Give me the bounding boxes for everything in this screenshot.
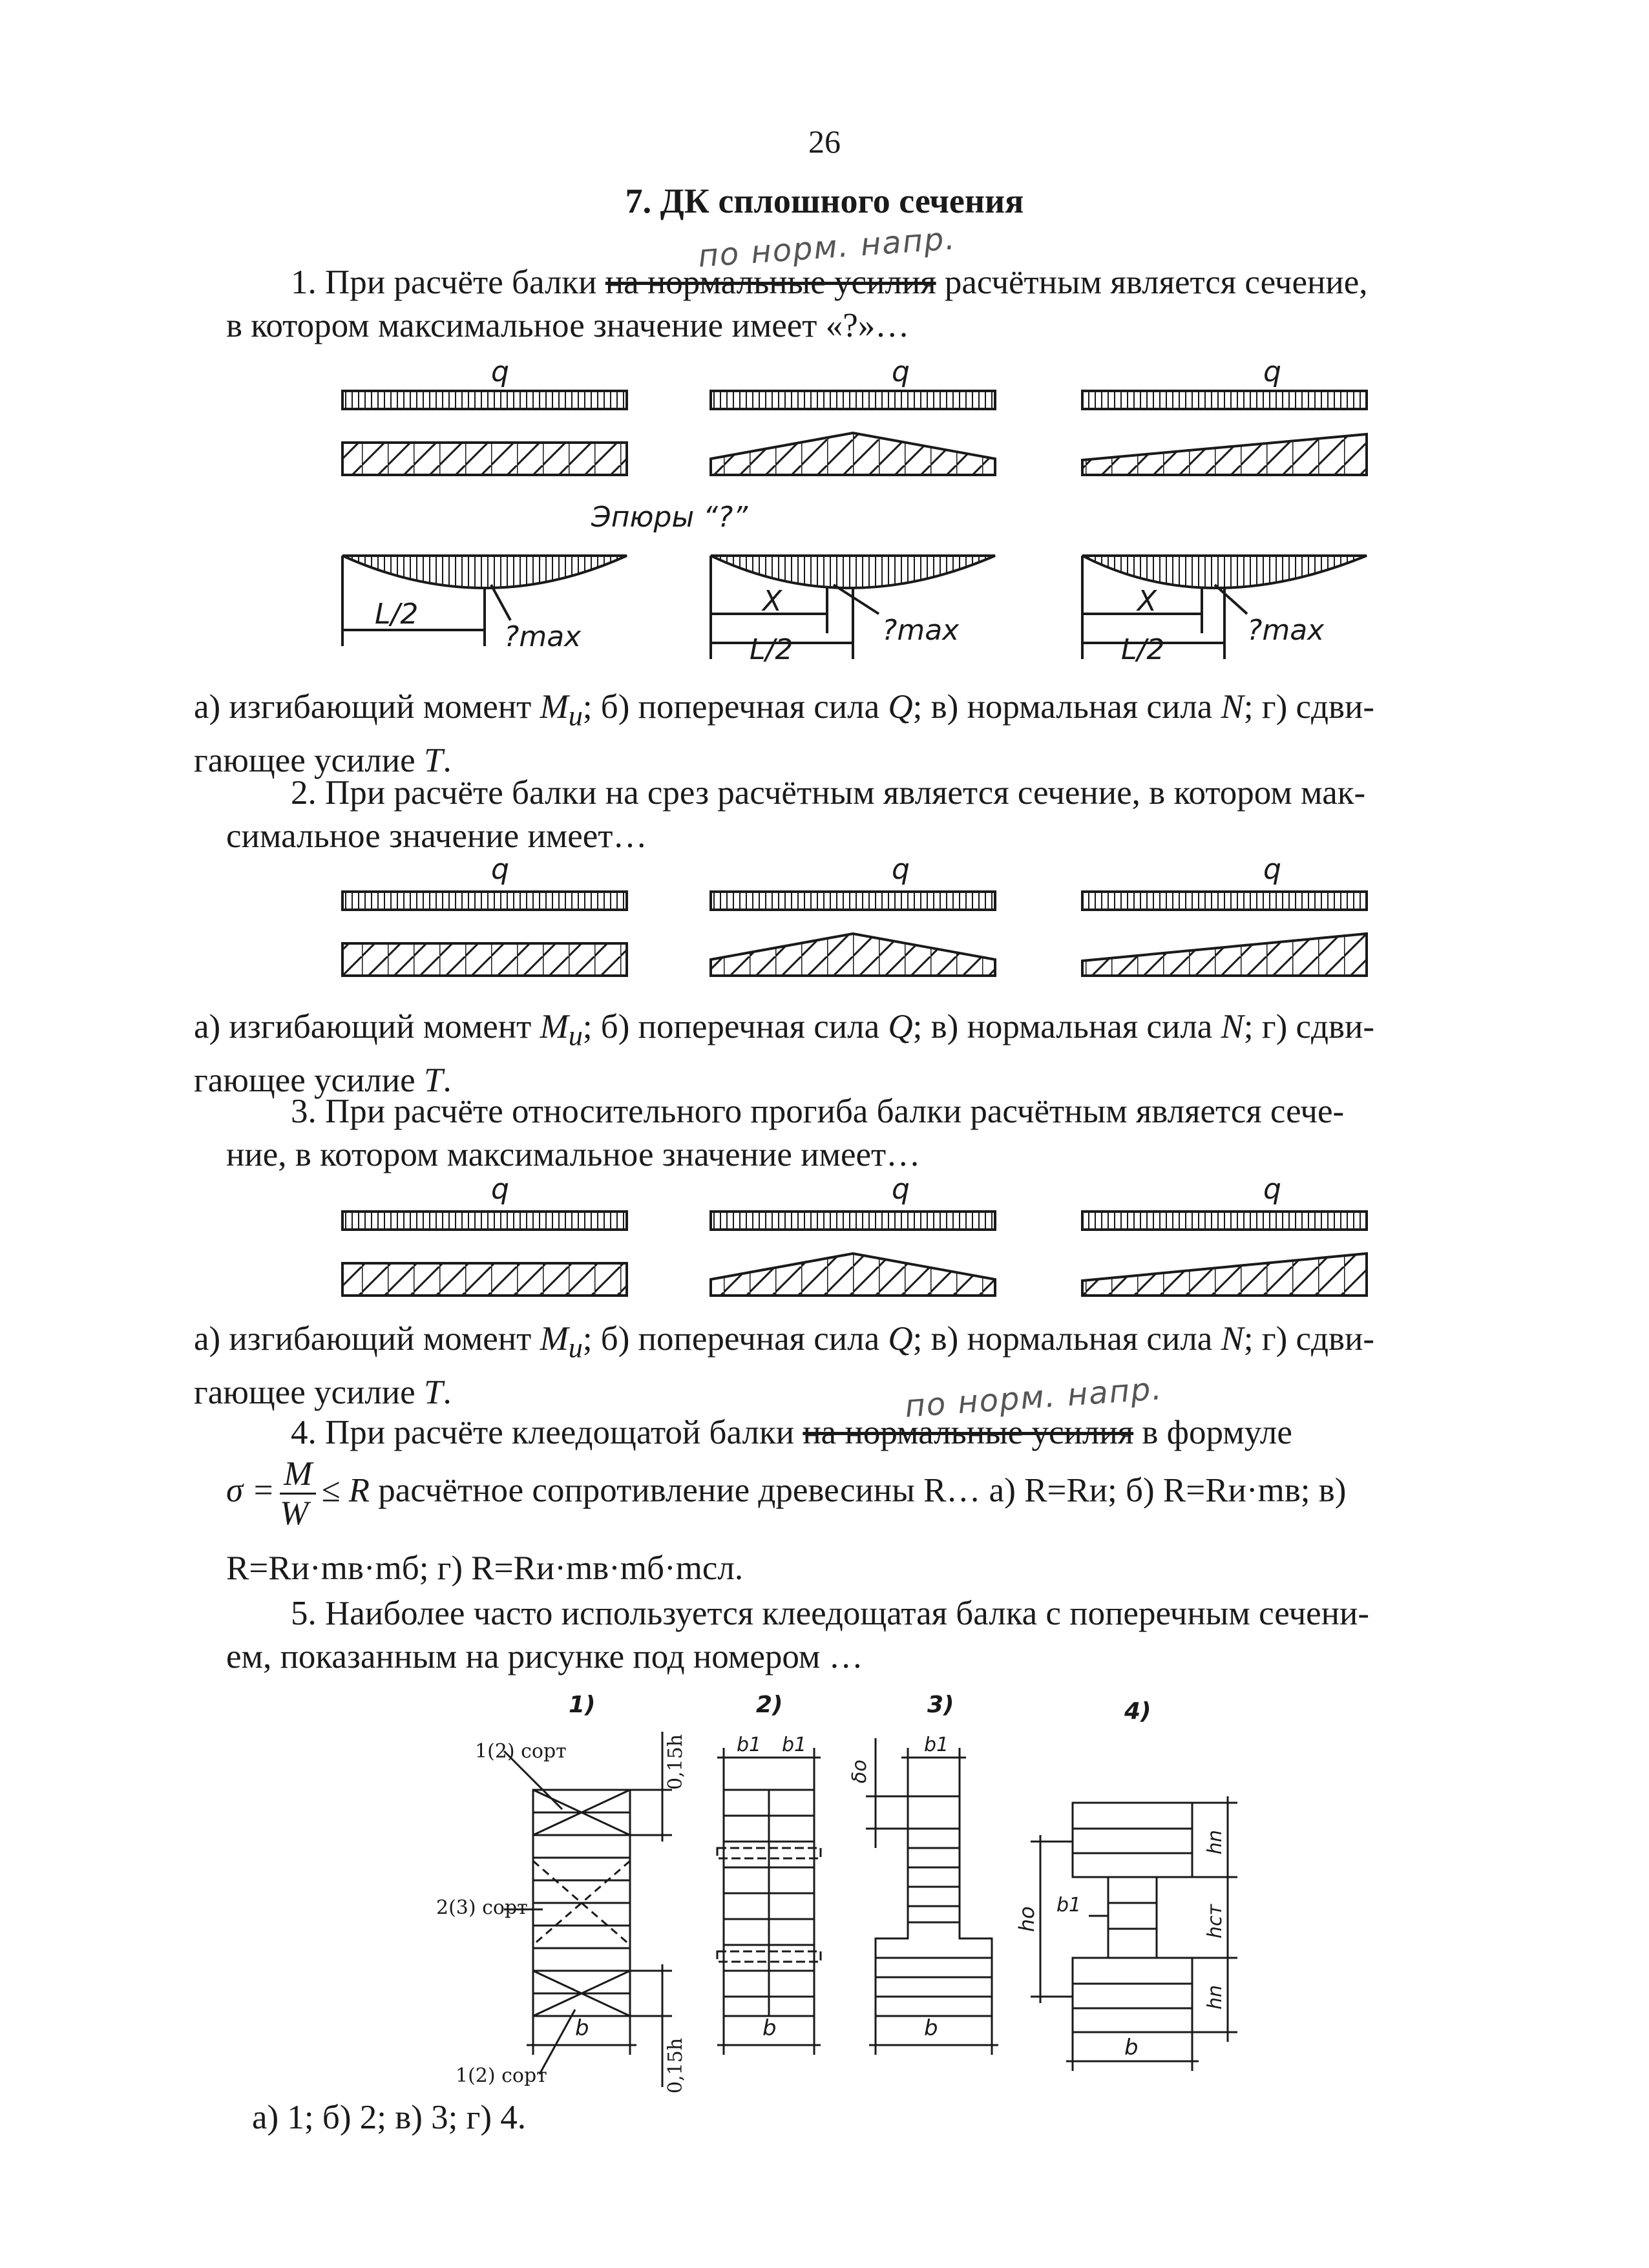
uniform-load-bar	[1082, 1212, 1367, 1230]
epure-label: Эпюры “?”	[591, 501, 748, 534]
question-2-line-2: симальное значение имеет…	[226, 817, 647, 855]
answer-options-5: а) 1; б) 2; в) 3; г) 4.	[252, 2099, 527, 2136]
figure-number: 1)	[569, 1692, 596, 1718]
beam-tapered-section	[1082, 1254, 1367, 1296]
uniform-load-bar	[1082, 892, 1367, 910]
question-4: 4. При расчёте клеедощатой балки на нормальные усилия в формуле	[291, 1414, 1292, 1451]
max-label: ?max	[504, 620, 582, 653]
grade-label-bottom: 1(2) сорт	[456, 2064, 547, 2087]
q2-diagrams	[342, 853, 1367, 976]
half-span-label: L/2	[375, 598, 419, 631]
question-5: 5. Наиболее часто используется клеедощатая балка с поперечным сечени-	[291, 1595, 1370, 1632]
cross-section-2	[717, 1734, 821, 2055]
grade-label-middle: 2(3) сорт	[436, 1896, 528, 1919]
epure-diagram	[342, 556, 627, 588]
beam-gable-section	[711, 433, 995, 475]
question-5-line-2: ем, показанным на рисунке под номером …	[226, 1638, 863, 1675]
cross-section-3	[848, 1734, 998, 2055]
half-span-label: L/2	[1121, 633, 1165, 666]
web-height-label: hст	[1204, 1904, 1226, 1938]
load-label: q	[892, 355, 910, 388]
load-label: q	[892, 1173, 910, 1206]
uniform-load-bar	[342, 892, 627, 910]
load-label: q	[491, 1173, 509, 1206]
handwritten-note-2: по норм. напр.	[903, 1370, 1164, 1425]
cross-section-4	[1014, 1796, 1237, 2071]
answer-options-1: а) изгибающий момент $M_и$; б) поперечная сила Q; в) нормальная сила N; г) сдви- гающее усилие T.	[194, 688, 1375, 779]
flange-height-label: hn	[1204, 1984, 1226, 2010]
width-label: b	[1124, 2035, 1139, 2061]
q3-diagrams	[342, 1173, 1367, 1296]
question-2: 2. При расчёте балки на срез расчётным является сечение, в котором мак-	[291, 774, 1366, 812]
question-1-line-2: в котором максимальное значение имеет «?»…	[226, 307, 910, 344]
load-label: q	[1263, 853, 1281, 886]
overall-height-label: ho	[1014, 1906, 1039, 1932]
figure-number: 3)	[927, 1692, 954, 1718]
question-4-line-3: R=Rи·mв·mб; г) R=Rи·mв·mб·mсл.	[226, 1549, 744, 1587]
flange-height-label: hn	[1204, 1829, 1226, 1854]
board-width-label: b1	[782, 1734, 807, 1756]
cross-section-1	[436, 1732, 687, 2094]
board-width-label: b1	[737, 1734, 762, 1756]
max-label: ?max	[1247, 614, 1325, 647]
page-number: 26	[808, 123, 841, 160]
answer-options-3: а) изгибающий момент $M_и$; б) поперечная сила Q; в) нормальная сила N; г) сдви- гающее усилие T.	[194, 1320, 1375, 1411]
uniform-load-bar	[711, 391, 995, 409]
width-label: b	[575, 2015, 589, 2041]
board-width-label: b1	[924, 1734, 949, 1756]
x-label: X	[1137, 585, 1157, 618]
figure-number: 2)	[756, 1692, 783, 1718]
web-width-label: b1	[1056, 1894, 1082, 1916]
dimension-015h-top: 0,15h	[664, 1734, 687, 1790]
beam-gable-section	[711, 1254, 995, 1296]
question-4-formula-line: σ = $\frac{M}{W}$ ≤ R расчётное сопротивление древесины R… а) R=Rи; б) R=Rи·mв; в)	[226, 1455, 1347, 1532]
question-3: 3. При расчёте относительного прогиба балки расчётным является сече-	[291, 1093, 1345, 1130]
width-label: b	[924, 2015, 938, 2041]
max-label: ?max	[882, 614, 960, 647]
handwritten-note-1: по норм. напр.	[697, 220, 958, 275]
beam-constant-section	[342, 943, 627, 976]
uniform-load-bar	[711, 892, 995, 910]
uniform-load-bar	[342, 391, 627, 409]
formula-fraction: $\frac{M}{W}$	[280, 1455, 316, 1532]
figure-number: 4)	[1124, 1698, 1151, 1725]
epure-diagram	[1082, 556, 1367, 588]
beam-tapered-section	[1082, 434, 1367, 475]
grade-label-top: 1(2) сорт	[475, 1740, 567, 1763]
q1-diagrams	[342, 355, 1367, 666]
load-label: q	[491, 853, 509, 886]
load-label: q	[892, 853, 910, 886]
load-label: q	[491, 355, 509, 388]
q5-cross-sections	[436, 1692, 1237, 2094]
question-3-line-2: ние, в котором максимальное значение имеет…	[226, 1136, 921, 1173]
beam-gable-section	[711, 934, 995, 976]
x-label: X	[762, 585, 782, 618]
beam-constant-section	[342, 1263, 627, 1296]
width-label: b	[762, 2015, 777, 2041]
epure-diagram	[711, 556, 995, 588]
beam-tapered-section	[1082, 934, 1367, 976]
uniform-load-bar	[342, 1212, 627, 1230]
load-label: q	[1263, 1173, 1281, 1206]
dimension-015h-bottom: 0,15h	[664, 2037, 687, 2094]
uniform-load-bar	[711, 1212, 995, 1230]
beam-constant-section	[342, 443, 627, 475]
board-thickness-label: δo	[848, 1759, 871, 1783]
uniform-load-bar	[1082, 391, 1367, 409]
half-span-label: L/2	[750, 633, 793, 666]
load-label: q	[1263, 355, 1281, 388]
answer-options-2: а) изгибающий момент $M_и$; б) поперечная сила Q; в) нормальная сила N; г) сдви- гающее усилие T.	[194, 1008, 1375, 1099]
question-1: 1. При расчёте балки на нормальные усилия расчётным является сечение,	[291, 264, 1368, 301]
section-title: 7. ДК сплошного сечения	[625, 182, 1024, 220]
